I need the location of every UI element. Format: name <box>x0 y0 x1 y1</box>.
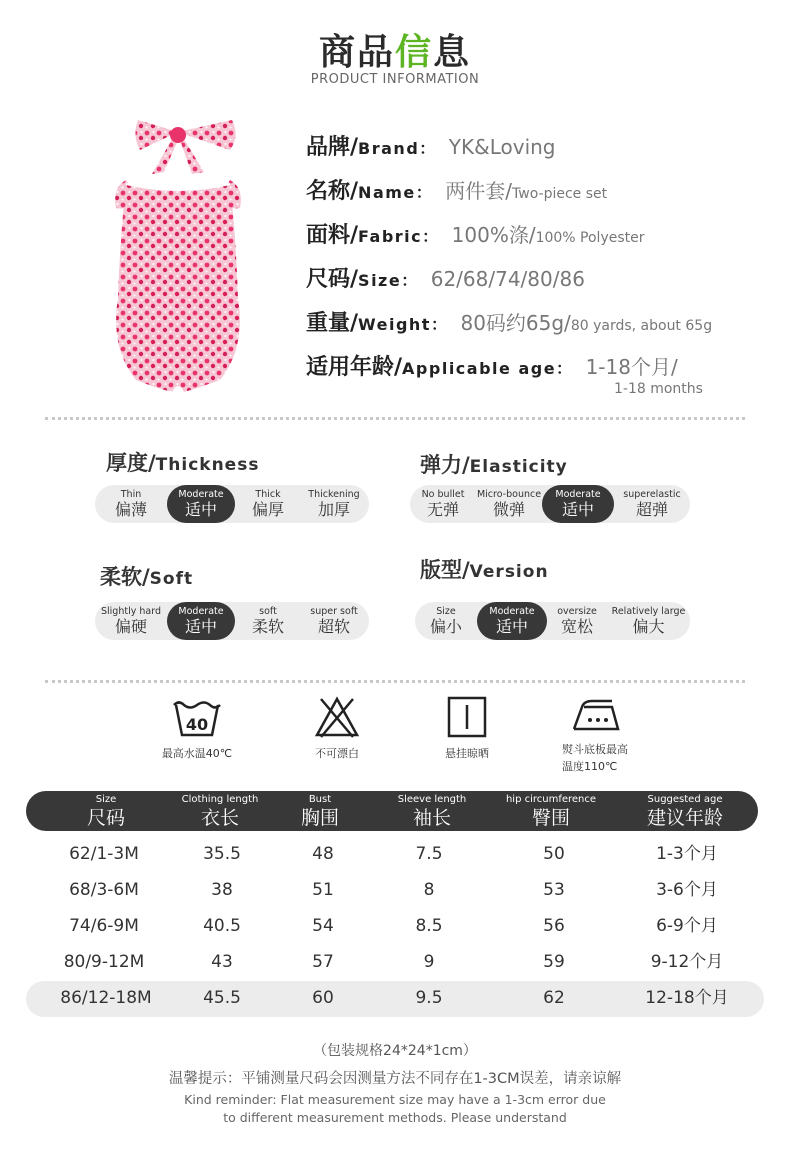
soft-scale <box>95 602 369 640</box>
wash-temp-number: 40 <box>185 715 209 734</box>
elasticity-option-no-bullet: No bullet 无弹 <box>421 488 465 519</box>
info-name <box>306 174 607 208</box>
soft-option-soft: soft 柔软 <box>251 605 284 636</box>
cell-size: 62/1-3M <box>69 844 139 864</box>
soft-option-slightly-hard: Slightly hard 偏硬 <box>101 605 161 636</box>
size-label: 尺码/Size： <box>306 262 419 293</box>
cell-hip: 53 <box>543 880 565 900</box>
th-size: Size 尺码 <box>86 794 126 829</box>
table-row <box>26 873 764 907</box>
cell-hip: 59 <box>543 952 565 972</box>
elasticity-title: 弹力/Elasticity <box>420 453 568 477</box>
divider <box>45 417 745 420</box>
page-title: 商品信息 <box>318 32 472 73</box>
table-row <box>26 909 764 943</box>
care-line-dry <box>422 695 512 762</box>
cell-hip: 62 <box>543 988 565 1008</box>
info-age <box>306 350 678 384</box>
wash-40-icon <box>171 695 223 739</box>
package-size: （包装规格24*24*1cm） <box>313 1043 477 1059</box>
iron-icon <box>570 695 624 735</box>
reminder-cn: 温馨提示：平铺测量尺码会因测量方法不同存在1-3CM误差，请亲谅解 <box>168 1071 622 1087</box>
reminder-en-line1: Kind reminder: Flat measurement size may have a 1-3cm error due <box>184 1092 606 1107</box>
version-title: 版型/Version <box>420 558 549 582</box>
thickness-scale <box>95 485 369 523</box>
info-brand <box>306 130 556 164</box>
cell-size: 80/9-12M <box>63 952 145 972</box>
table-row <box>26 981 764 1017</box>
elasticity-scale <box>410 485 690 523</box>
th-suggested-age: Suggested age 建议年龄 <box>646 794 724 829</box>
cell-length: 35.5 <box>203 844 241 864</box>
thickness-option-thickening: Thickening 加厚 <box>308 488 360 519</box>
cell-sleeve: 8 <box>423 880 435 900</box>
cell-bust: 48 <box>312 844 334 864</box>
cell-length: 40.5 <box>203 916 241 936</box>
fabric-value: 100%涤/100% Polyester <box>451 223 645 247</box>
cell-length: 45.5 <box>203 988 241 1008</box>
cell-bust: 60 <box>312 988 334 1008</box>
elasticity-option-moderate: Moderate 适中 <box>542 485 614 523</box>
care-wash <box>147 695 247 762</box>
age-value-en: 1-18 months <box>614 381 703 397</box>
cell-hip: 50 <box>543 844 565 864</box>
thickness-option-thick: Thick 偏厚 <box>251 488 284 519</box>
cell-age: 9-12个月 <box>650 952 724 972</box>
thickness-title: 厚度/Thickness <box>106 451 260 475</box>
weight-label: 重量/Weight： <box>306 306 448 337</box>
cell-sleeve: 9.5 <box>415 988 443 1008</box>
cell-length: 43 <box>211 952 233 972</box>
cell-age: 6-9个月 <box>656 916 718 936</box>
version-scale <box>415 602 690 640</box>
info-fabric <box>306 218 645 252</box>
version-option-moderate: Moderate 适中 <box>477 602 547 640</box>
cell-length: 38 <box>211 880 233 900</box>
brand-label: 品牌/Brand： <box>306 130 437 161</box>
care-wash-label: 最高水温40℃ <box>161 747 233 760</box>
table-row <box>26 837 764 871</box>
th-sleeve-length: Sleeve length 袖长 <box>397 794 467 829</box>
cell-size: 86/12-18M <box>60 988 152 1008</box>
cell-size: 68/3-6M <box>69 880 139 900</box>
soft-title: 柔软/Soft <box>100 565 194 589</box>
version-option-size: Size 偏小 <box>429 605 462 636</box>
care-iron-label: 熨斗底板最高 温度110℃ <box>562 743 628 773</box>
th-clothing-length: Clothing length 衣长 <box>181 794 259 829</box>
th-bust: Bust 胸围 <box>300 794 340 829</box>
divider <box>45 680 745 683</box>
age-label: 适用年龄/Applicable age： <box>306 350 574 381</box>
cell-age: 12-18个月 <box>645 988 729 1008</box>
no-bleach-icon <box>313 695 361 739</box>
care-no-bleach <box>292 695 382 762</box>
name-label: 名称/Name： <box>306 174 433 205</box>
soft-option-super-soft: super soft 超软 <box>310 605 358 636</box>
cell-hip: 56 <box>543 916 565 936</box>
cell-size: 74/6-9M <box>69 916 139 936</box>
cell-bust: 54 <box>312 916 334 936</box>
care-no-bleach-label: 不可漂白 <box>315 747 359 760</box>
cell-age: 3-6个月 <box>656 880 718 900</box>
version-option-relatively-large: Relatively large 偏大 <box>611 605 686 636</box>
elasticity-option-superelastic: superelastic 超弹 <box>623 488 681 519</box>
cell-bust: 51 <box>312 880 334 900</box>
page-subtitle: PRODUCT INFORMATION <box>310 72 480 87</box>
reminder-en-line2: to different measurement methods. Please understand <box>223 1110 567 1125</box>
table-row <box>26 945 764 979</box>
cell-age: 1-3个月 <box>656 844 718 864</box>
care-line-dry-label: 悬挂晾晒 <box>445 747 489 760</box>
cell-sleeve: 7.5 <box>415 844 443 864</box>
weight-value: 80码约65g/80 yards, about 65g <box>460 311 713 335</box>
size-table-header <box>26 791 758 831</box>
age-value: 1-18个月/ <box>585 355 678 379</box>
cell-sleeve: 9 <box>423 952 435 972</box>
line-dry-icon <box>445 695 489 739</box>
brand-value: YK&Loving <box>448 135 556 159</box>
name-value: 两件套/Two-piece set <box>445 179 608 203</box>
soft-option-moderate: Moderate 适中 <box>167 602 235 640</box>
fabric-label: 面料/Fabric： <box>306 218 440 249</box>
cell-sleeve: 8.5 <box>415 916 443 936</box>
care-iron <box>552 695 642 775</box>
info-weight <box>306 306 712 340</box>
version-option-oversize: oversize 宽松 <box>557 605 597 636</box>
thickness-option-moderate: Moderate 适中 <box>167 485 235 523</box>
thickness-option-thin: Thin 偏薄 <box>114 488 147 519</box>
info-size <box>306 262 585 296</box>
cell-bust: 57 <box>312 952 334 972</box>
product-image <box>108 118 248 396</box>
size-value: 62/68/74/80/86 <box>430 267 585 291</box>
th-hip-circumference: hip circumference 臀围 <box>505 794 597 829</box>
elasticity-option-micro-bounce: Micro-bounce 微弹 <box>476 488 542 519</box>
